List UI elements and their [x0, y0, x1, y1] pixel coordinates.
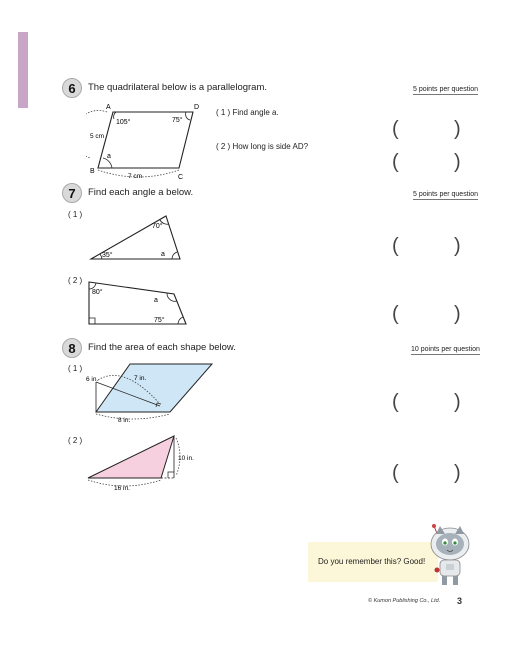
- quadrilateral-figure-7-2: [86, 276, 198, 328]
- answer-6-2-open: (: [392, 151, 399, 173]
- angle-a-label: a: [107, 153, 111, 160]
- vertex-c-label: C: [178, 174, 184, 180]
- question-number-8: 8: [62, 338, 82, 358]
- question-6-points: 5 points per question: [413, 86, 478, 93]
- height-10in-label: 10 in.: [178, 455, 194, 462]
- question-6-part-2: ( 2 ) How long is side AD?: [216, 142, 309, 151]
- length-8in-label: 8 in.: [118, 417, 131, 424]
- length-7in-label: 7 in.: [134, 375, 147, 382]
- answer-6-2-close: ): [454, 151, 461, 173]
- question-7-part-2: ( 2 ): [68, 276, 83, 285]
- angle-80-label: 80°: [92, 289, 103, 296]
- question-7-points: 5 points per question: [413, 191, 478, 198]
- copyright-text: © Kumon Publishing Co., Ltd.: [368, 598, 441, 604]
- angle-75-label: 75°: [172, 117, 183, 124]
- triangle-figure-7-1: [86, 212, 186, 264]
- vertex-b-label: B: [90, 168, 95, 175]
- page-number: 3: [457, 596, 463, 606]
- vertex-a-label: A: [106, 104, 111, 111]
- question-6-title: The quadrilateral below is a parallelogram.: [88, 82, 268, 93]
- answer-8-1-open: (: [392, 391, 399, 413]
- triangle-area-figure: [86, 432, 198, 498]
- speech-text: Do you remember this? Good!: [318, 557, 426, 566]
- parallelogram-figure: [86, 98, 216, 180]
- answer-7-2-close: ): [454, 303, 461, 325]
- side-7cm-label: 7 cm: [128, 173, 143, 180]
- answer-6-1-close: ): [454, 118, 461, 140]
- answer-7-2-open: (: [392, 303, 399, 325]
- angle-70-label: 70°: [152, 223, 163, 230]
- answer-8-2-open: (: [392, 462, 399, 484]
- angle-105-label: 105°: [116, 119, 131, 126]
- angle-a-label-2: a: [154, 297, 158, 304]
- length-6in-label: 6 in.: [86, 376, 99, 383]
- answer-7-1-open: (: [392, 235, 399, 257]
- section-color-bar: [18, 32, 28, 108]
- answer-6-1-open: (: [392, 118, 399, 140]
- vertex-d-label: D: [194, 104, 200, 111]
- answer-7-1-close: ): [454, 235, 461, 257]
- parallelogram-area-figure: [84, 358, 220, 426]
- question-number-6: 6: [62, 78, 82, 98]
- cat-mascot-icon: [420, 522, 476, 588]
- question-8-part-1: ( 1 ): [68, 364, 83, 373]
- question-7-part-1: ( 1 ): [68, 210, 83, 219]
- question-8-title: Find the area of each shape below.: [88, 342, 236, 353]
- question-7-title: Find each angle a below.: [88, 187, 194, 198]
- question-6-part-1: ( 1 ) Find angle a.: [216, 108, 279, 117]
- angle-35-label: 35°: [102, 252, 113, 259]
- answer-8-1-close: ): [454, 391, 461, 413]
- question-8-points: 10 points per question: [411, 346, 480, 353]
- side-5cm-label: 5 cm: [90, 133, 105, 140]
- question-8-part-2: ( 2 ): [68, 436, 83, 445]
- question-number-7: 7: [62, 183, 82, 203]
- angle-a-label: a: [161, 251, 165, 258]
- angle-75-label-2: 75°: [154, 317, 165, 324]
- answer-8-2-close: ): [454, 462, 461, 484]
- base-16in-label: 16 in.: [114, 485, 130, 492]
